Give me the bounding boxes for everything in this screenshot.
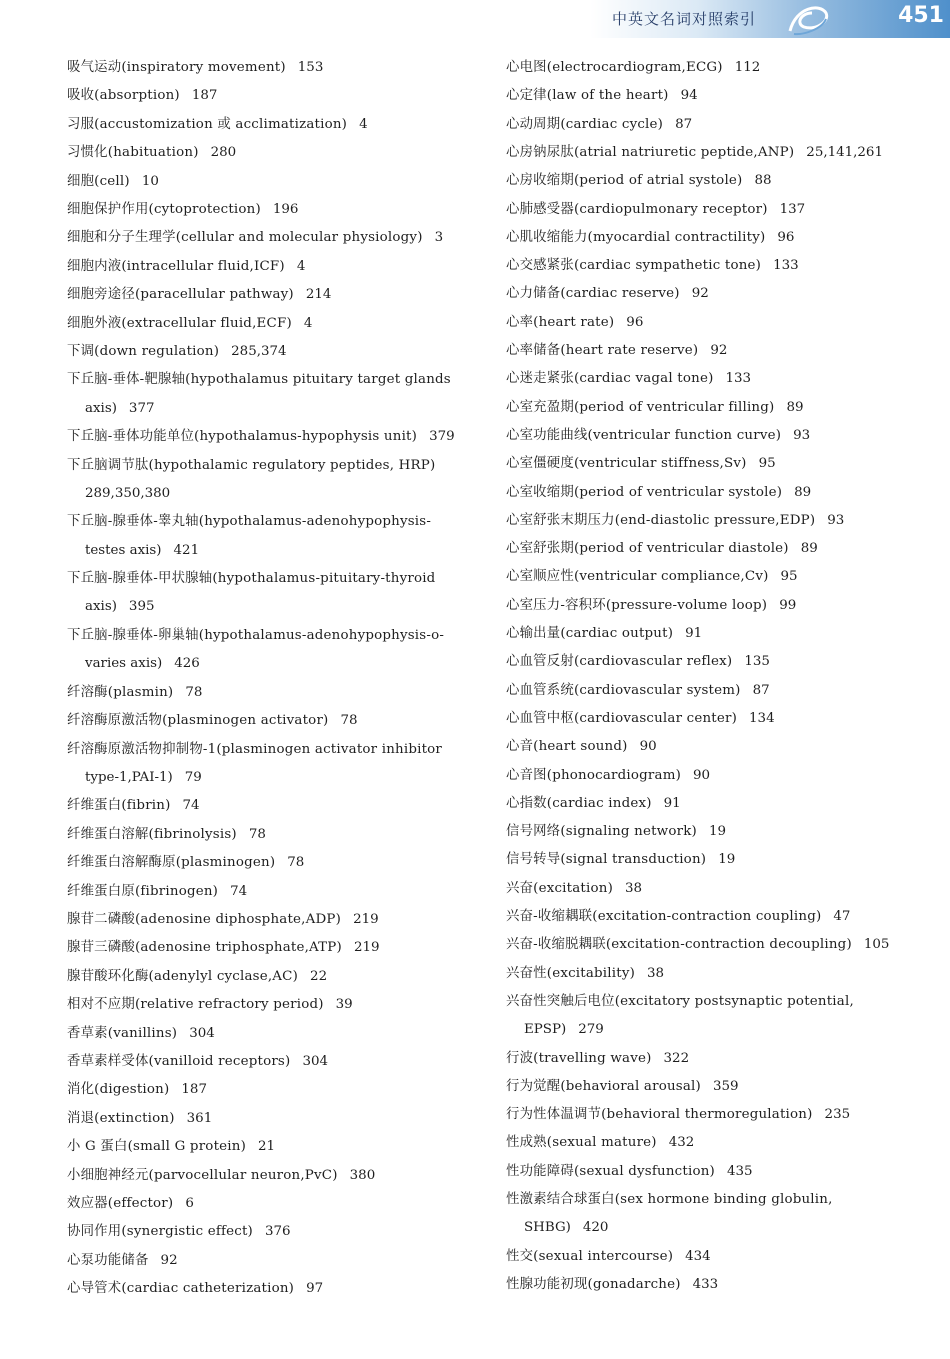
index-term: 腺苷二磷酸(adenosine diphosphate,ADP) bbox=[67, 912, 342, 927]
index-page-refs: 421 bbox=[173, 542, 200, 558]
index-term: 小细胞神经元(parvocellular neuron,PvC) bbox=[67, 1167, 338, 1183]
index-page-refs: 426 bbox=[174, 656, 200, 672]
index-page-refs: 280 bbox=[210, 145, 237, 161]
index-entry bbox=[506, 365, 910, 393]
index-page-refs: 92 bbox=[691, 286, 709, 302]
index-page-refs: 88 bbox=[754, 173, 772, 189]
index-term: 心血管中枢(cardiovascular center) bbox=[506, 710, 738, 726]
index-term: 纤维蛋白溶解(fibrinolysis) bbox=[67, 826, 237, 842]
index-entry bbox=[67, 1275, 475, 1303]
index-entry bbox=[506, 988, 910, 1044]
index-entry bbox=[67, 707, 475, 735]
index-page-refs: 21 bbox=[258, 1139, 276, 1155]
index-page-refs: 6 bbox=[185, 1196, 194, 1211]
index-term: 下丘脑-腺垂体-甲状腺轴(hypothalamus-pituitary-thyroid bbox=[67, 571, 436, 587]
index-term: 心率储备(heart rate reserve) bbox=[506, 343, 699, 358]
index-term: 行波(travelling wave) bbox=[506, 1050, 652, 1066]
index-page-refs: 235 bbox=[824, 1107, 851, 1123]
index-entry bbox=[506, 1129, 910, 1157]
index-term: 心肌收缩能力(myocardial contractility) bbox=[506, 229, 766, 245]
index-entry bbox=[67, 1162, 475, 1190]
index-entry bbox=[506, 592, 910, 620]
index-page-refs: 376 bbox=[265, 1224, 291, 1240]
index-page-refs: 89 bbox=[800, 541, 818, 557]
index-term-continuation: varies axis) 426 bbox=[85, 656, 200, 672]
index-page-refs: 112 bbox=[734, 60, 761, 75]
index-term: 心迷走紧张(cardiac vagal tone) bbox=[506, 371, 714, 387]
index-page-refs: 10 bbox=[141, 173, 159, 189]
index-page-refs: 322 bbox=[663, 1050, 690, 1066]
index-term: 心音图(phonocardiogram) bbox=[506, 767, 682, 783]
index-entry bbox=[67, 196, 475, 224]
index-page-refs: 78 bbox=[185, 684, 203, 700]
index-entry bbox=[67, 792, 475, 820]
index-entry bbox=[506, 450, 910, 478]
index-entry bbox=[67, 508, 475, 564]
index-term: 心血管反射(cardiovascular reflex) bbox=[506, 654, 733, 670]
index-term: 腺苷三磷酸(adenosine triphosphate,ATP) bbox=[67, 940, 342, 956]
index-entry bbox=[506, 394, 910, 422]
index-term: 细胞(cell) bbox=[67, 173, 130, 189]
index-term: 腺苷酸环化酶(adenylyl cyclase,AC) bbox=[67, 968, 299, 984]
index-term: 兴奋性(excitability) bbox=[506, 965, 636, 981]
index-term-continuation: axis) 395 bbox=[85, 599, 155, 615]
index-entry bbox=[67, 168, 475, 196]
index-term: 心率(heart rate) bbox=[506, 314, 615, 330]
index-page-refs: 289,350,380 bbox=[85, 485, 171, 501]
index-entry bbox=[506, 82, 910, 110]
index-entry bbox=[506, 252, 910, 280]
index-entry bbox=[67, 991, 475, 1019]
index-entry bbox=[67, 736, 475, 792]
index-entry bbox=[67, 423, 475, 451]
index-entry bbox=[506, 846, 910, 874]
index-page-refs: 432 bbox=[668, 1135, 695, 1151]
index-page-refs: 78 bbox=[248, 826, 266, 842]
index-entry bbox=[67, 1020, 475, 1048]
index-page-refs: 4 bbox=[359, 116, 368, 132]
index-entry bbox=[506, 337, 910, 365]
index-entry bbox=[67, 1247, 475, 1275]
index-page-refs: 90 bbox=[639, 739, 657, 755]
index-term: 心血管系统(cardiovascular system) bbox=[506, 682, 741, 698]
index-entry bbox=[506, 1101, 910, 1129]
index-entry bbox=[67, 934, 475, 962]
index-entry bbox=[506, 762, 910, 790]
index-page-refs: 279 bbox=[578, 1022, 604, 1038]
index-page-refs: 90 bbox=[693, 767, 711, 783]
index-page-refs: 74 bbox=[230, 883, 248, 899]
index-page-refs: 153 bbox=[297, 60, 324, 75]
index-page-refs: 4 bbox=[296, 258, 306, 274]
index-page-refs: 89 bbox=[786, 399, 804, 415]
index-term: 下丘脑-腺垂体-睾丸轴(hypothalamus-adenohypophysis- bbox=[67, 514, 432, 530]
index-entry bbox=[506, 111, 910, 139]
index-term: 细胞外液(extracellular fluid,ECF) bbox=[67, 315, 292, 331]
index-page-refs: 25,141,261 bbox=[806, 144, 883, 160]
index-page-refs: 95 bbox=[780, 569, 798, 585]
index-entry bbox=[67, 1133, 475, 1161]
index-page-refs: 196 bbox=[272, 202, 299, 217]
index-entry bbox=[506, 1243, 910, 1271]
index-term: 心室收缩期(period of ventricular systole) bbox=[506, 484, 783, 500]
index-page-refs: 19 bbox=[708, 824, 726, 840]
index-term: 消化(digestion) bbox=[67, 1082, 170, 1098]
index-page-refs: 74 bbox=[182, 798, 200, 814]
index-entry bbox=[67, 565, 475, 621]
index-entry bbox=[506, 648, 910, 676]
index-page-refs: 96 bbox=[626, 314, 644, 330]
index-term: 下丘脑-腺垂体-卵巢轴(hypothalamus-adenohypophysis-o- bbox=[67, 628, 445, 643]
index-entry bbox=[67, 622, 475, 678]
index-term: 心导管术(cardiac catheterization) bbox=[67, 1281, 295, 1297]
index-page-refs: 87 bbox=[675, 116, 693, 132]
index-page-refs: 89 bbox=[794, 484, 812, 500]
index-page-refs: 94 bbox=[680, 88, 698, 104]
index-term: 协同作用(synergistic effect) bbox=[67, 1224, 253, 1240]
index-entry bbox=[67, 338, 475, 366]
header-title: 中英文名词对照索引 bbox=[612, 10, 757, 28]
index-entry bbox=[67, 82, 475, 110]
index-term: 下丘脑调节肽(hypothalamic regulatory peptides, HRP) bbox=[67, 457, 436, 473]
index-page-refs: 22 bbox=[310, 968, 328, 984]
index-entry bbox=[506, 422, 910, 450]
index-entry bbox=[506, 960, 910, 988]
index-page-refs: 435 bbox=[726, 1163, 753, 1179]
index-term: 习惯化(habituation) bbox=[67, 145, 199, 161]
index-term-continuation: SHBG) 420 bbox=[524, 1220, 609, 1236]
index-term: 心室舒张期(period of ventricular diastole) bbox=[506, 541, 789, 557]
index-entry bbox=[67, 1076, 475, 1104]
index-entry bbox=[67, 366, 475, 422]
index-term: 纤溶酶原激活物抑制物-1(plasminogen activator inhibitor bbox=[67, 741, 443, 757]
index-entry bbox=[67, 821, 475, 849]
index-term: 心室僵硬度(ventricular stiffness,Sv) bbox=[506, 456, 747, 472]
index-term: 下调(down regulation) bbox=[67, 344, 220, 359]
index-term: 习服(accustomization 或 acclimatization) bbox=[67, 116, 348, 132]
index-page-refs: 395 bbox=[128, 599, 155, 615]
index-page-refs: 219 bbox=[353, 912, 379, 927]
index-entry bbox=[506, 479, 910, 507]
index-entry bbox=[67, 452, 475, 508]
index-page-refs: 93 bbox=[827, 512, 845, 528]
index-term: 吸收(absorption) bbox=[67, 88, 180, 104]
index-term: 细胞保护作用(cytoprotection) bbox=[67, 202, 261, 217]
index-term: 效应器(effector) bbox=[67, 1196, 174, 1211]
index-term: 纤溶酶原激活物(plasminogen activator) bbox=[67, 713, 329, 729]
index-page-refs: 135 bbox=[744, 654, 770, 670]
index-term: 心音(heart sound) bbox=[506, 739, 628, 755]
index-entry bbox=[506, 507, 910, 535]
index-term-continuation: testes axis) 421 bbox=[85, 542, 200, 558]
index-entry bbox=[506, 790, 910, 818]
index-entry bbox=[67, 281, 475, 309]
index-entry bbox=[506, 1186, 910, 1242]
index-entry bbox=[506, 620, 910, 648]
index-term: 细胞旁途径(paracellular pathway) bbox=[67, 287, 294, 303]
index-term: 信号转导(signal transduction) bbox=[506, 852, 707, 868]
index-term: 相对不应期(relative refractory period) bbox=[67, 997, 324, 1013]
index-term: 纤维蛋白(fibrin) bbox=[67, 798, 171, 814]
index-term: 小 G 蛋白(small G protein) bbox=[67, 1139, 247, 1155]
index-page-refs: 187 bbox=[181, 1082, 207, 1098]
index-term: 兴奋-收缩脱耦联(excitation-contraction decoupling) bbox=[506, 937, 852, 953]
index-entry bbox=[506, 705, 910, 733]
index-term: 心动周期(cardiac cycle) bbox=[506, 116, 664, 132]
index-page-refs: 285,374 bbox=[231, 344, 287, 359]
index-entry bbox=[67, 111, 475, 139]
index-page-refs: 187 bbox=[191, 88, 218, 104]
index-entry bbox=[67, 253, 475, 281]
index-page-refs: 96 bbox=[777, 229, 795, 245]
index-entry bbox=[67, 963, 475, 991]
index-entry bbox=[506, 677, 910, 705]
index-term: 信号网络(signaling network) bbox=[506, 824, 697, 840]
index-term: 香草素样受体(vanilloid receptors) bbox=[67, 1054, 291, 1069]
index-entry bbox=[67, 139, 475, 167]
index-page-refs: 91 bbox=[685, 626, 703, 641]
index-entry bbox=[67, 1218, 475, 1246]
index-page-refs: 133 bbox=[773, 258, 799, 274]
index-page-refs: 97 bbox=[306, 1281, 324, 1297]
index-term: 心指数(cardiac index) bbox=[506, 795, 652, 811]
index-entry bbox=[506, 903, 910, 931]
index-page-refs: 304 bbox=[302, 1054, 328, 1069]
index-term: 心室压力-容积环(pressure-volume loop) bbox=[506, 597, 768, 613]
index-entry bbox=[67, 1048, 475, 1076]
index-term: 行为性体温调节(behavioral thermoregulation) bbox=[506, 1107, 813, 1123]
index-term: 纤溶酶(plasmin) bbox=[67, 684, 174, 700]
index-page-refs: 361 bbox=[186, 1110, 213, 1126]
index-term: 吸气运动(inspiratory movement) bbox=[67, 60, 286, 75]
index-page-refs: 359 bbox=[712, 1078, 739, 1094]
index-term: 心室充盈期(period of ventricular filling) bbox=[506, 399, 775, 415]
index-page-refs: 38 bbox=[625, 880, 643, 896]
index-term: 心力储备(cardiac reserve) bbox=[506, 286, 680, 302]
index-page-refs: 91 bbox=[663, 795, 681, 811]
index-entry bbox=[67, 224, 475, 252]
index-page-refs: 377 bbox=[128, 400, 155, 416]
index-page-refs: 434 bbox=[685, 1248, 711, 1264]
index-term: 性交(sexual intercourse) bbox=[506, 1248, 674, 1264]
index-page-refs: 19 bbox=[718, 852, 736, 868]
index-entry bbox=[506, 224, 910, 252]
index-term: 心电图(electrocardiogram,ECG) bbox=[506, 60, 723, 75]
index-entry bbox=[506, 196, 910, 224]
index-page-refs: 92 bbox=[710, 343, 728, 358]
index-entry bbox=[506, 139, 910, 167]
index-page-refs: 95 bbox=[758, 456, 776, 472]
index-entry bbox=[506, 563, 910, 591]
index-term: 兴奋性突触后电位(excitatory postsynaptic potential, bbox=[506, 993, 854, 1009]
index-term: 心室顺应性(ventricular compliance,Cv) bbox=[506, 569, 769, 585]
index-page-refs: 134 bbox=[749, 710, 775, 726]
index-term: 心泵功能储备 bbox=[67, 1252, 149, 1268]
index-page-refs: 379 bbox=[429, 429, 455, 445]
index-page-refs: 79 bbox=[184, 769, 202, 785]
index-page-refs: 78 bbox=[340, 713, 358, 729]
index-term: 心房钠尿肽(atrial natriuretic peptide,ANP) bbox=[506, 144, 795, 160]
index-term: 心室功能曲线(ventricular function curve) bbox=[506, 427, 782, 443]
index-term: 纤维蛋白溶解酶原(plasminogen) bbox=[67, 855, 276, 871]
index-term: 细胞和分子生理学(cellular and molecular physiology) bbox=[67, 230, 423, 246]
index-entry bbox=[506, 733, 910, 761]
index-page-refs: 137 bbox=[779, 201, 806, 217]
index-page-refs: 93 bbox=[793, 427, 811, 443]
index-entry bbox=[506, 309, 910, 337]
index-term: 下丘脑-垂体-靶腺轴(hypothalamus pituitary target glands bbox=[67, 372, 451, 388]
index-entry bbox=[506, 167, 910, 195]
index-term: 心室舒张末期压力(end-diastolic pressure,EDP) bbox=[506, 512, 816, 528]
index-term: 性激素结合球蛋白(sex hormone binding globulin, bbox=[506, 1192, 833, 1207]
index-page-refs: 420 bbox=[582, 1220, 609, 1236]
index-entry bbox=[506, 818, 910, 846]
index-term-continuation: type-1,PAI-1) 79 bbox=[85, 769, 202, 785]
index-term: 心房收缩期(period of atrial systole) bbox=[506, 173, 743, 189]
index-page-refs: 4 bbox=[303, 315, 313, 331]
index-page-refs: 3 bbox=[434, 230, 444, 246]
swirl-logo-icon bbox=[786, 1, 830, 37]
index-page-refs: 39 bbox=[335, 997, 353, 1013]
index-term: 细胞内液(intracellular fluid,ICF) bbox=[67, 258, 285, 274]
index-entry bbox=[67, 1190, 475, 1218]
index-entry bbox=[506, 1045, 910, 1073]
index-entry bbox=[67, 849, 475, 877]
index-term: 性功能障碍(sexual dysfunction) bbox=[506, 1163, 715, 1179]
index-term: 性成熟(sexual mature) bbox=[506, 1135, 657, 1151]
index-term: 香草素(vanillins) bbox=[67, 1025, 178, 1041]
index-page-refs: 219 bbox=[353, 940, 380, 956]
index-entry bbox=[506, 1073, 910, 1101]
index-entry bbox=[67, 906, 475, 934]
index-term: 兴奋-收缩耦联(excitation-contraction coupling) bbox=[506, 909, 822, 924]
index-term: 性腺功能初现(gonadarche) bbox=[506, 1276, 681, 1292]
index-entry bbox=[67, 54, 475, 82]
index-page-refs: 304 bbox=[189, 1025, 215, 1041]
index-page-refs: 38 bbox=[647, 965, 665, 981]
index-page-refs: 105 bbox=[863, 937, 890, 953]
index-term: 纤维蛋白原(fibrinogen) bbox=[67, 883, 219, 899]
index-page-refs: 92 bbox=[160, 1252, 178, 1268]
index-entry bbox=[506, 54, 910, 82]
index-term: 心交感紧张(cardiac sympathetic tone) bbox=[506, 258, 762, 274]
index-entry bbox=[506, 931, 910, 959]
index-page-refs: 99 bbox=[779, 597, 797, 613]
index-page-refs: 214 bbox=[305, 287, 332, 303]
index-page-refs: 133 bbox=[725, 371, 752, 387]
index-entry bbox=[506, 875, 910, 903]
index-entry bbox=[506, 1271, 910, 1299]
index-term-continuation bbox=[85, 480, 475, 508]
index-entry bbox=[67, 310, 475, 338]
index-page-refs: 78 bbox=[287, 855, 305, 871]
page-header bbox=[590, 0, 950, 38]
index-entry bbox=[67, 878, 475, 906]
index-page-refs: 87 bbox=[752, 682, 770, 698]
index-entry bbox=[67, 1105, 475, 1133]
index-entry bbox=[67, 679, 475, 707]
index-term: 消退(extinction) bbox=[67, 1110, 175, 1126]
index-term: 心输出量(cardiac output) bbox=[506, 626, 674, 641]
index-page-refs: 47 bbox=[833, 909, 851, 924]
index-term: 心肺感受器(cardiopulmonary receptor) bbox=[506, 201, 768, 217]
index-entry bbox=[506, 1158, 910, 1186]
index-page-refs: 380 bbox=[349, 1167, 376, 1183]
index-term: 心定律(law of the heart) bbox=[506, 88, 669, 104]
page-number: 451 bbox=[898, 3, 944, 28]
index-term: 行为觉醒(behavioral arousal) bbox=[506, 1078, 701, 1094]
index-term: 兴奋(excitation) bbox=[506, 880, 614, 896]
index-entry bbox=[506, 535, 910, 563]
index-entry bbox=[506, 280, 910, 308]
index-term-continuation: EPSP) 279 bbox=[524, 1022, 604, 1038]
index-term-continuation: axis) 377 bbox=[85, 400, 155, 416]
index-term: 下丘脑-垂体功能单位(hypothalamus-hypophysis unit) bbox=[67, 429, 418, 445]
index-page-refs: 433 bbox=[692, 1276, 719, 1292]
